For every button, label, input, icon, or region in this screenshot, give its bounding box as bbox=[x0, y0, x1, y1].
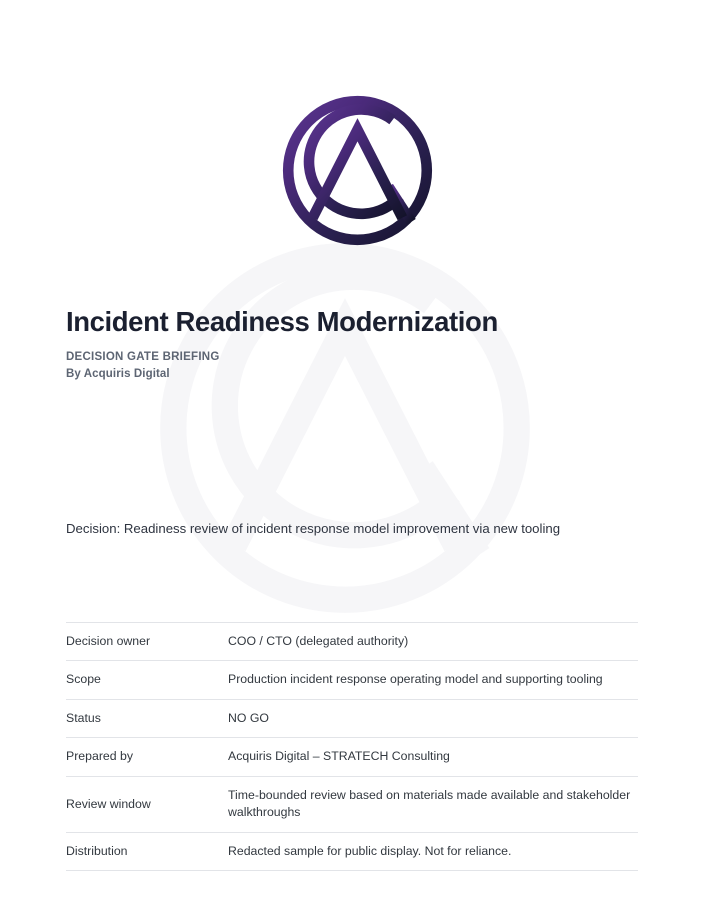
row-value: Production incident response operating model and supporting tooling bbox=[228, 672, 603, 687]
table-row bbox=[66, 776, 638, 832]
document-byline: By Acquiris Digital bbox=[66, 368, 170, 381]
decision-statement: Decision: Readiness review of incident response model improvement via new tooling bbox=[66, 521, 561, 536]
status-badge: NO GO bbox=[228, 710, 269, 725]
row-value: Redacted sample for public display. Not for reliance. bbox=[228, 843, 512, 858]
brand-logo bbox=[0, 86, 714, 254]
table-row bbox=[66, 738, 638, 776]
row-label: Prepared by bbox=[66, 749, 133, 764]
document-metadata-table bbox=[66, 622, 638, 871]
document-kicker: DECISION GATE BRIEFING bbox=[66, 351, 220, 364]
row-label: Scope bbox=[66, 672, 101, 687]
document-header bbox=[66, 306, 666, 382]
table-row bbox=[66, 661, 638, 699]
row-value: Acquiris Digital – STRATECH Consulting bbox=[228, 749, 450, 764]
row-value: COO / CTO (delegated authority) bbox=[228, 634, 409, 648]
table-row bbox=[66, 832, 638, 870]
row-value: Time-bounded review based on materials made available and stakeholder walkthroughs bbox=[228, 787, 631, 820]
row-label: Distribution bbox=[66, 843, 128, 858]
page-title: Incident Readiness Modernization bbox=[66, 306, 498, 337]
row-label: Decision owner bbox=[66, 634, 151, 648]
background-watermark-logo bbox=[143, 222, 547, 634]
row-label: Status bbox=[66, 710, 101, 725]
table-row bbox=[66, 623, 638, 661]
table-row bbox=[66, 699, 638, 737]
row-label: Review window bbox=[66, 796, 151, 811]
